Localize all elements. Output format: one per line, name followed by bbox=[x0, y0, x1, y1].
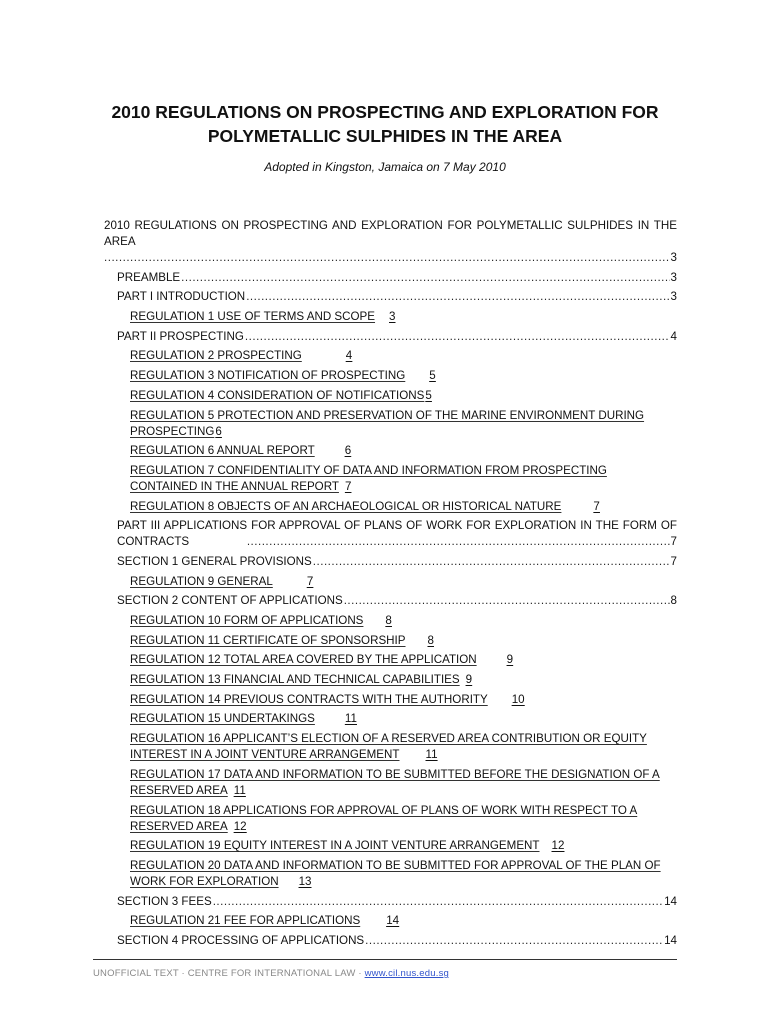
table-of-contents bbox=[104, 218, 677, 953]
dot-leader bbox=[181, 270, 669, 286]
toc-entry-text: PREAMBLE bbox=[117, 270, 181, 284]
regulation-link[interactable]: REGULATION 14 PREVIOUS CONTRACTS WITH THE AUTHORITY 10 bbox=[130, 692, 525, 706]
toc-page-number: 3 bbox=[670, 290, 677, 304]
toc-entry-section-1[interactable] bbox=[104, 554, 677, 570]
toc-entry-text: SECTION 1 GENERAL PROVISIONS bbox=[117, 554, 312, 568]
document-title bbox=[60, 100, 710, 148]
dot-leader bbox=[213, 894, 663, 910]
toc-entry-regulation-12[interactable] bbox=[104, 652, 677, 668]
regulation-link[interactable]: REGULATION 11 CERTIFICATE OF SPONSORSHIP 8 bbox=[130, 633, 434, 647]
regulation-link[interactable]: REGULATION 10 FORM OF APPLICATIONS 8 bbox=[130, 614, 392, 627]
regulation-link[interactable]: REGULATION 20 DATA AND INFORMATION TO BE SUBMITTED FOR APPROVAL OF THE PLAN OF WORK FOR EXPLORATION 13 bbox=[130, 858, 661, 888]
toc-entry-regulation-3[interactable] bbox=[104, 368, 677, 384]
regulation-link[interactable]: REGULATION 16 APPLICANT’S ELECTION OF A RESERVED AREA CONTRIBUTION OR EQUITY INTEREST IN A JOINT VENTURE ARRANGEMENT 11 bbox=[130, 732, 647, 762]
toc-entry-regulation-13[interactable] bbox=[104, 672, 677, 688]
dot-leader bbox=[247, 534, 670, 550]
toc-entry-regulation-4[interactable] bbox=[104, 388, 677, 404]
toc-entry-regulation-10[interactable] bbox=[104, 613, 677, 629]
toc-entry-regulation-5[interactable] bbox=[104, 408, 677, 440]
regulation-link[interactable]: REGULATION 9 GENERAL 7 bbox=[130, 574, 314, 588]
toc-entry-text: SECTION 4 PROCESSING OF APPLICATIONS bbox=[117, 933, 365, 947]
regulation-link[interactable]: REGULATION 17 DATA AND INFORMATION TO BE SUBMITTED BEFORE THE DESIGNATION OF A RESERVED AREA 11 bbox=[130, 767, 660, 797]
toc-page-number: 14 bbox=[664, 894, 677, 908]
toc-page-number: 4 bbox=[670, 329, 677, 343]
regulation-link[interactable]: REGULATION 1 USE OF TERMS AND SCOPE 3 bbox=[130, 310, 396, 324]
toc-entry-main-leader bbox=[104, 250, 677, 266]
toc-page-number: 8 bbox=[670, 594, 677, 608]
toc-entry-preamble[interactable] bbox=[104, 270, 677, 286]
regulation-link[interactable]: REGULATION 12 TOTAL AREA COVERED BY THE APPLICATION 9 bbox=[130, 653, 514, 667]
toc-page-number: 7 bbox=[670, 554, 677, 568]
toc-entry-part-1[interactable] bbox=[104, 289, 677, 305]
toc-page-number: 3 bbox=[670, 251, 677, 264]
document-subtitle: Adopted in Kingston, Jamaica on 7 May 2010 bbox=[264, 160, 506, 174]
toc-entry-regulation-8[interactable] bbox=[104, 499, 677, 515]
footer-divider bbox=[93, 959, 677, 960]
title-line-2: POLYMETALLIC SULPHIDES IN THE AREA bbox=[207, 126, 563, 146]
title-line-1: 2010 REGULATIONS ON PROSPECTING AND EXPLORATION FOR bbox=[111, 102, 659, 122]
toc-entry-regulation-16[interactable] bbox=[104, 731, 677, 763]
dot-leader bbox=[246, 289, 669, 305]
toc-entry-regulation-2[interactable] bbox=[104, 348, 677, 364]
dot-leader bbox=[245, 329, 670, 345]
toc-entry-regulation-14[interactable] bbox=[104, 692, 677, 708]
toc-entry-section-4[interactable] bbox=[104, 933, 677, 949]
toc-entry-regulation-15[interactable] bbox=[104, 711, 677, 727]
regulation-link[interactable]: REGULATION 15 UNDERTAKINGS 11 bbox=[130, 712, 357, 726]
dot-leader bbox=[313, 554, 670, 570]
dot-leader bbox=[104, 250, 670, 266]
toc-entry-regulation-20[interactable] bbox=[104, 858, 677, 890]
toc-page-number: 3 bbox=[670, 270, 677, 284]
toc-entry-regulation-7[interactable] bbox=[104, 463, 677, 495]
toc-page-number: 7 bbox=[670, 535, 677, 549]
toc-entry-text: 2010 REGULATIONS ON PROSPECTING AND EXPLORATION FOR POLYMETALLIC SULPHIDES IN THE AREA bbox=[104, 219, 677, 248]
dot-leader bbox=[365, 933, 663, 949]
toc-entry-regulation-21[interactable] bbox=[104, 913, 677, 929]
toc-entry-regulation-18[interactable] bbox=[104, 803, 677, 835]
regulation-link[interactable]: REGULATION 6 ANNUAL REPORT 6 bbox=[130, 444, 352, 458]
regulation-link[interactable]: REGULATION 18 APPLICATIONS FOR APPROVAL OF PLANS OF WORK WITH RESPECT TO A RESERVED AREA 12 bbox=[130, 803, 638, 833]
toc-entry-section-2[interactable] bbox=[104, 593, 677, 609]
regulation-link[interactable]: REGULATION 13 FINANCIAL AND TECHNICAL CAPABILITIES 9 bbox=[130, 673, 473, 687]
regulation-link[interactable]: REGULATION 2 PROSPECTING 4 bbox=[130, 349, 353, 363]
regulation-link[interactable]: REGULATION 21 FEE FOR APPLICATIONS 14 bbox=[130, 914, 400, 928]
toc-entry-regulation-19[interactable] bbox=[104, 838, 677, 854]
page-footer bbox=[93, 968, 449, 979]
toc-entry-text: PART I INTRODUCTION bbox=[117, 290, 246, 304]
toc-entry-text: PART II PROSPECTING bbox=[117, 329, 244, 343]
regulation-link[interactable]: REGULATION 7 CONFIDENTIALITY OF DATA AND INFORMATION FROM PROSPECTING CONTAINED IN THE ANNUAL REPORT 7 bbox=[130, 463, 607, 493]
footer-text: UNOFFICIAL TEXT · CENTRE FOR INTERNATIONAL LAW · bbox=[93, 968, 365, 979]
regulation-link[interactable]: REGULATION 3 NOTIFICATION OF PROSPECTING 5 bbox=[130, 369, 436, 383]
toc-page-number: 14 bbox=[664, 933, 677, 947]
dot-leader bbox=[344, 593, 670, 609]
toc-entry-main[interactable] bbox=[104, 218, 677, 250]
toc-entry-text: SECTION 3 FEES bbox=[117, 894, 212, 908]
toc-entry-regulation-11[interactable] bbox=[104, 633, 677, 649]
toc-entry-section-3[interactable] bbox=[104, 894, 677, 910]
toc-entry-part-2[interactable] bbox=[104, 329, 677, 345]
toc-entry-regulation-6[interactable] bbox=[104, 443, 677, 459]
footer-website-link[interactable]: www.cil.nus.edu.sg bbox=[364, 968, 449, 979]
regulation-link[interactable]: REGULATION 19 EQUITY INTEREST IN A JOINT VENTURE ARRANGEMENT 12 bbox=[130, 839, 565, 853]
regulation-link[interactable]: REGULATION 4 CONSIDERATION OF NOTIFICATIONS5 bbox=[130, 388, 432, 402]
regulation-link[interactable]: REGULATION 5 PROTECTION AND PRESERVATION OF THE MARINE ENVIRONMENT DURING PROSPECTING6 bbox=[130, 408, 645, 438]
toc-entry-regulation-9[interactable] bbox=[104, 574, 677, 590]
toc-entry-regulation-17[interactable] bbox=[104, 767, 677, 799]
toc-entry-text: SECTION 2 CONTENT OF APPLICATIONS bbox=[117, 594, 343, 608]
regulation-link[interactable]: REGULATION 8 OBJECTS OF AN ARCHAEOLOGICAL OR HISTORICAL NATURE 7 bbox=[130, 499, 600, 513]
toc-entry-regulation-1[interactable] bbox=[104, 309, 677, 325]
toc-entry-text: PART III APPLICATIONS FOR APPROVAL OF PLANS OF WORK FOR EXPLORATION IN THE FORM OF CONTRACTS bbox=[117, 519, 677, 549]
